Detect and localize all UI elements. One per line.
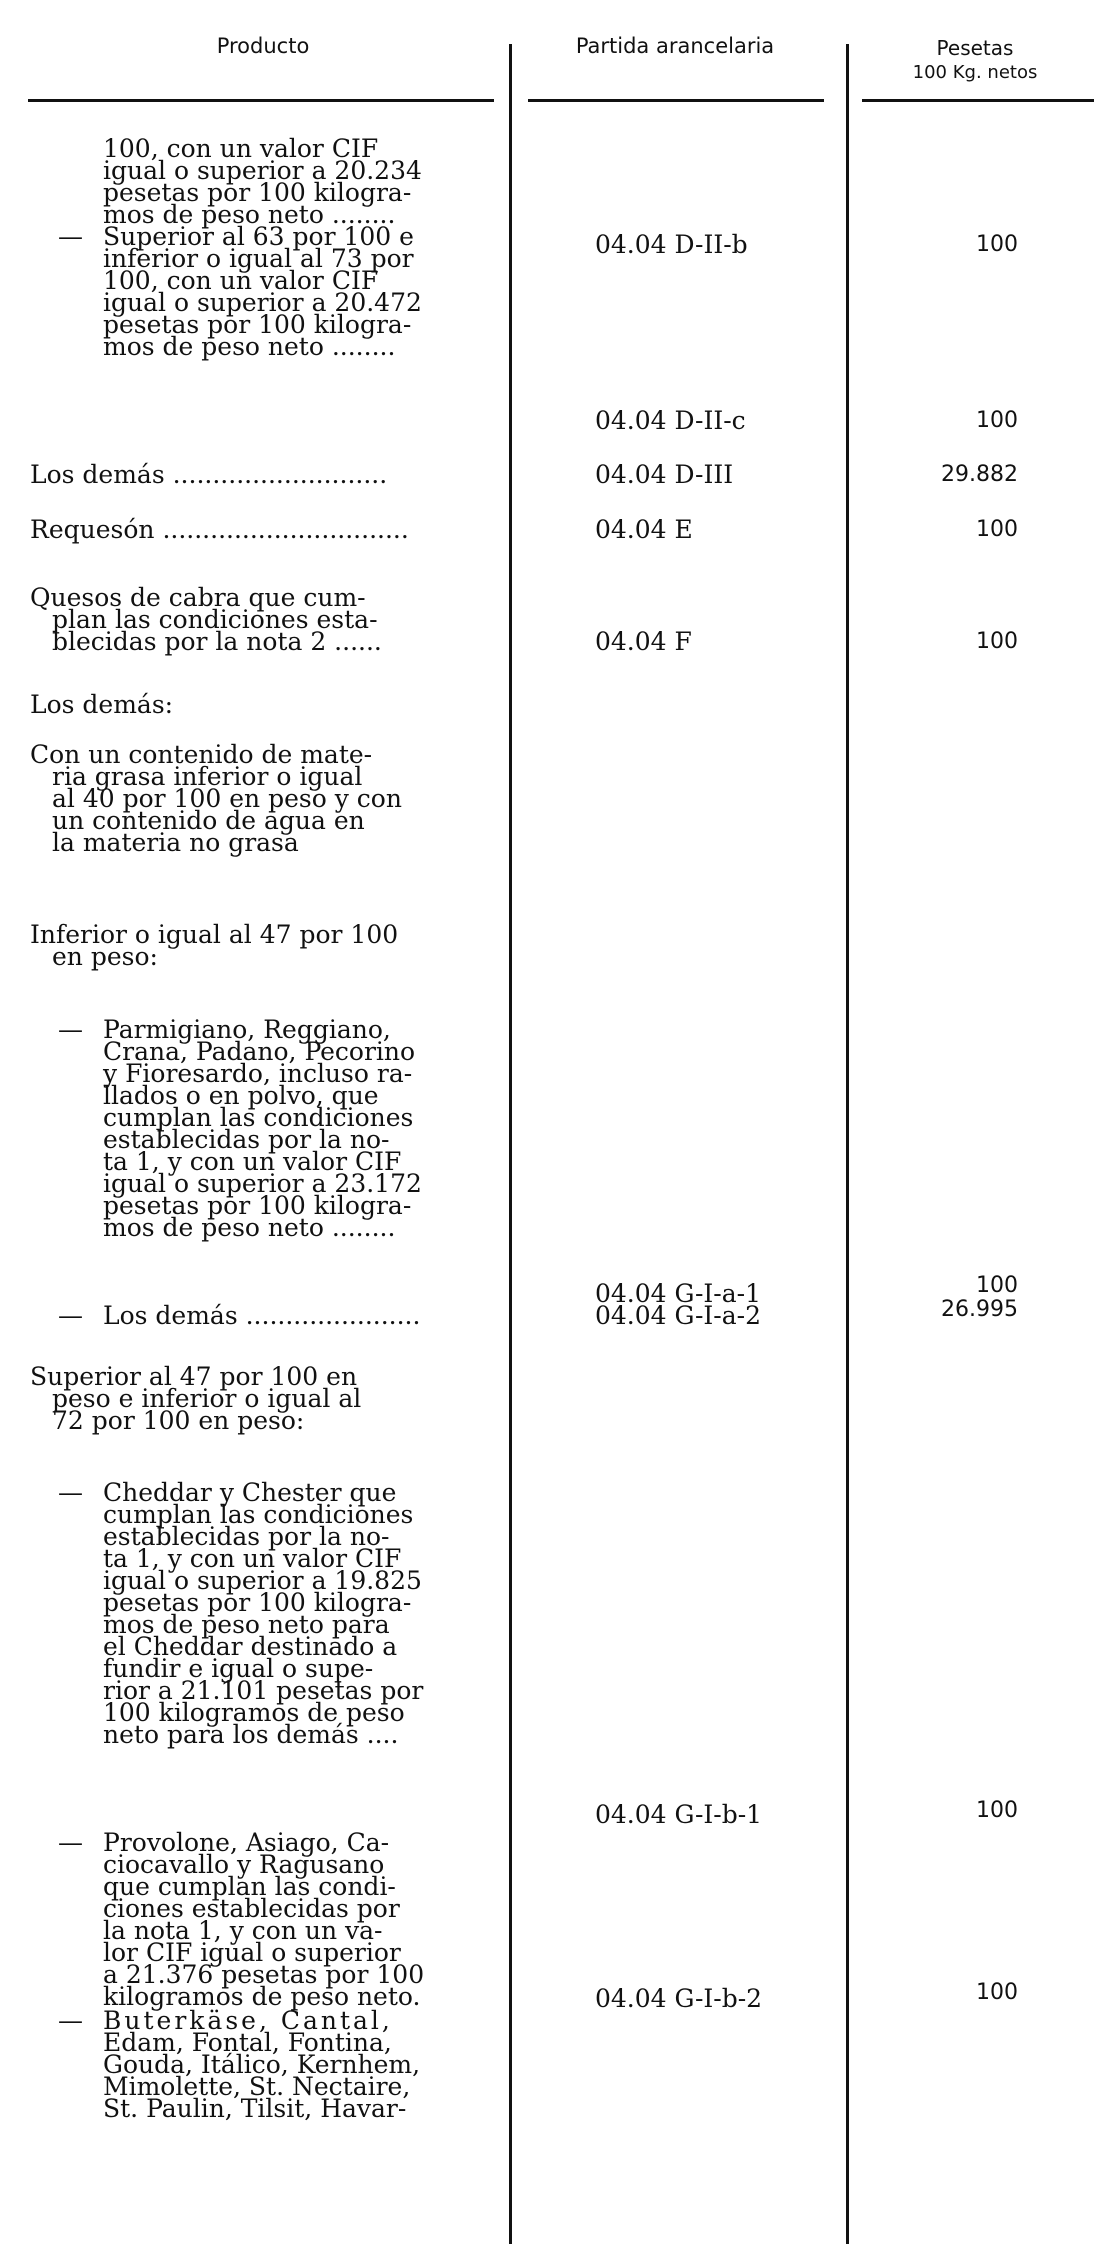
- text-line: pesetas por 100 kilogra-: [103, 178, 412, 207]
- text-line: Requesón ...............................: [30, 515, 409, 544]
- text-line: Parmigiano, Reggiano,: [103, 1015, 391, 1044]
- text-line: St. Paulin, Tilsit, Havar-: [103, 2094, 407, 2123]
- text-line: la materia no grasa: [52, 828, 299, 857]
- text-line: la nota 1, y con un va-: [103, 1916, 383, 1945]
- header-pesetas: Pesetas: [936, 36, 1014, 60]
- dash-marker: —: [58, 2006, 83, 2035]
- text-line: Los demás ...........................: [30, 460, 388, 489]
- product-text: [30, 690, 520, 719]
- text-line: mos de peso neto ........: [103, 332, 396, 361]
- column-divider-2: [846, 44, 849, 2244]
- text-line: igual o superior a 20.472: [103, 288, 422, 317]
- pesetas-value: 29.882: [941, 462, 1018, 487]
- pesetas-value: 100: [976, 408, 1018, 433]
- tariff-code: 04.04 G-I-a-1: [595, 1279, 761, 1308]
- product-text: [30, 515, 520, 544]
- product-text: [103, 1478, 523, 1749]
- header-rule-producto: [28, 99, 494, 102]
- text-line: Provolone, Asiago, Ca-: [103, 1828, 390, 1857]
- text-line: blecidas por la nota 2 ......: [52, 627, 382, 656]
- text-line: 100, con un valor CIF: [103, 134, 379, 163]
- text-line: Edam, Fontal, Fontina,: [103, 2028, 392, 2057]
- product-text: [30, 920, 520, 971]
- text-line: mos de peso neto para: [103, 1610, 390, 1639]
- table-header: [0, 0, 1096, 105]
- product-text: [103, 134, 523, 229]
- header-partida-arancelaria: Partida arancelaria: [575, 34, 775, 58]
- product-text: [30, 460, 520, 489]
- dash-marker: —: [58, 1478, 83, 1507]
- text-line: igual o superior a 23.172: [103, 1169, 422, 1198]
- tariff-code: 04.04 D-II-c: [595, 406, 746, 435]
- pesetas-value: 26.995: [941, 1297, 1018, 1322]
- text-line: cumplan las condiciones: [103, 1103, 414, 1132]
- pesetas-value: 100: [976, 1980, 1018, 2005]
- text-line: lor CIF igual o superior: [103, 1938, 401, 1967]
- header-rule-pesetas: [862, 99, 1094, 102]
- tariff-code: 04.04 D-II-b: [595, 230, 748, 259]
- text-line: Superior al 63 por 100 e: [103, 222, 414, 251]
- text-line: igual o superior a 20.234: [103, 156, 422, 185]
- tariff-code: 04.04 F: [595, 627, 692, 656]
- text-line: pesetas por 100 kilogra-: [103, 1191, 412, 1220]
- dash-marker: —: [58, 1828, 83, 1857]
- text-line: Cheddar y Chester que: [103, 1478, 397, 1507]
- header-rule-partida: [528, 99, 824, 102]
- text-line: Con un contenido de mate-: [30, 740, 373, 769]
- text-line: Mimolette, St. Nectaire,: [103, 2072, 411, 2101]
- text-line: ta 1, y con un valor CIF: [103, 1147, 402, 1176]
- text-line: en peso:: [52, 942, 158, 971]
- text-line: el Cheddar destinado a: [103, 1632, 398, 1661]
- text-line: Crana, Padano, Pecorino: [103, 1037, 416, 1066]
- dash-marker: —: [58, 1301, 83, 1330]
- tariff-code: 04.04 G-I-a-2: [595, 1301, 761, 1330]
- header-producto: Producto: [216, 34, 310, 58]
- text-line: que cumplan las condi-: [103, 1872, 396, 1901]
- text-line: pesetas por 100 kilogra-: [103, 1588, 412, 1617]
- product-text: [103, 1301, 523, 1330]
- dash-marker: —: [58, 222, 83, 251]
- text-line: ria grasa inferior o igual: [52, 762, 363, 791]
- text-line: peso e inferior o igual al: [52, 1384, 362, 1413]
- tariff-code: 04.04 D-III: [595, 460, 734, 489]
- text-line: 100, con un valor CIF: [103, 266, 379, 295]
- text-line: mos de peso neto ........: [103, 1213, 396, 1242]
- product-text: [103, 1828, 523, 2011]
- text-line: 72 por 100 en peso:: [52, 1406, 305, 1435]
- text-line: kilogramos de peso neto.: [103, 1982, 421, 2011]
- text-line: inferior o igual al 73 por: [103, 244, 414, 273]
- text-line: mos de peso neto ........: [103, 200, 396, 229]
- text-line: al 40 por 100 en peso y con: [52, 784, 402, 813]
- product-text: [30, 1362, 520, 1435]
- dash-marker: —: [58, 1015, 83, 1044]
- text-line: pesetas por 100 kilogra-: [103, 310, 412, 339]
- text-line: plan las condiciones esta-: [52, 605, 378, 634]
- text-line: 100 kilogramos de peso: [103, 1698, 405, 1727]
- product-text: [103, 222, 523, 361]
- text-line: un contenido de agua en: [52, 806, 365, 835]
- text-line: Inferior o igual al 47 por 100: [30, 920, 399, 949]
- tariff-code: 04.04 G-I-b-2: [595, 1984, 763, 2013]
- header-unit: 100 Kg. netos: [912, 62, 1038, 83]
- text-line: ciocavallo y Ragusano: [103, 1850, 385, 1879]
- text-line: Los demás ......................: [103, 1301, 421, 1330]
- pesetas-value: 100: [976, 1798, 1018, 1823]
- pesetas-value: 100: [976, 629, 1018, 654]
- text-line: establecidas por la no-: [103, 1125, 390, 1154]
- text-line: igual o superior a 19.825: [103, 1566, 422, 1595]
- product-text: [30, 740, 520, 857]
- text-line: rior a 21.101 pesetas por: [103, 1676, 424, 1705]
- text-line: cumplan las condiciones: [103, 1500, 414, 1529]
- tariff-code: 04.04 E: [595, 515, 693, 544]
- product-text: [30, 583, 520, 656]
- text-line: fundir e igual o supe-: [103, 1654, 374, 1683]
- text-line: Buterkäse, Cantal,: [103, 2006, 393, 2035]
- product-text: [103, 2006, 523, 2123]
- text-line: Los demás:: [30, 690, 174, 719]
- text-line: Quesos de cabra que cum-: [30, 583, 366, 612]
- text-line: Superior al 47 por 100 en: [30, 1362, 358, 1391]
- text-line: y Fioresardo, incluso ra-: [103, 1059, 413, 1088]
- text-line: a 21.376 pesetas por 100: [103, 1960, 425, 1989]
- text-line: llados o en polvo, que: [103, 1081, 379, 1110]
- text-line: Gouda, Itálico, Kernhem,: [103, 2050, 421, 2079]
- pesetas-value: 100: [976, 517, 1018, 542]
- pesetas-value: 100: [976, 232, 1018, 257]
- tariff-code: 04.04 G-I-b-1: [595, 1800, 763, 1829]
- text-line: ciones establecidas por: [103, 1894, 400, 1923]
- text-line: establecidas por la no-: [103, 1522, 390, 1551]
- product-text: [103, 1015, 523, 1242]
- text-line: ta 1, y con un valor CIF: [103, 1544, 402, 1573]
- pesetas-value: 100: [976, 1273, 1018, 1298]
- text-line: neto para los demás ....: [103, 1720, 399, 1749]
